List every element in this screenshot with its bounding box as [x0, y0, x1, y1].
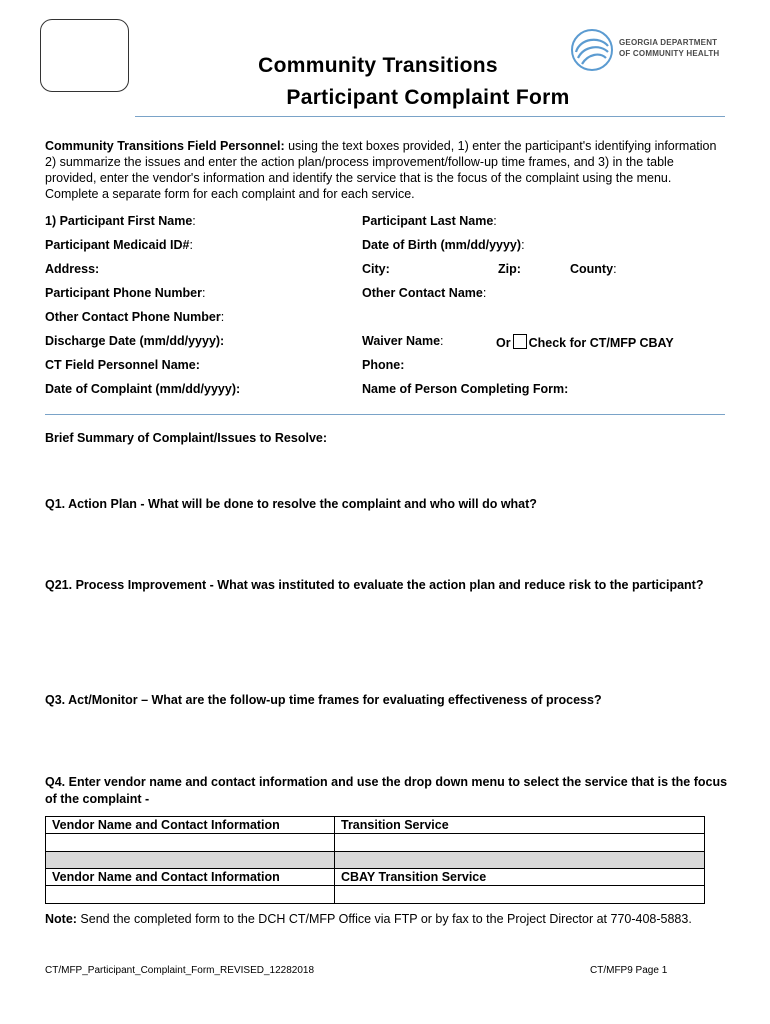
- table-row: [46, 852, 705, 869]
- field-medicaid-id[interactable]: Participant Medicaid ID#:: [45, 238, 193, 252]
- note-paragraph: [45, 910, 725, 928]
- field-complaint-date[interactable]: [45, 382, 240, 396]
- field-other-phone[interactable]: Other Contact Phone Number:: [45, 310, 225, 324]
- vendor-table: [45, 816, 705, 904]
- form-title-line1: Community Transitions: [258, 54, 498, 77]
- service-select-cell[interactable]: [335, 834, 705, 852]
- vendor-header-cell-2: Vendor Name and Contact Information: [46, 869, 335, 886]
- field-county[interactable]: County:: [570, 262, 617, 276]
- q3-act-monitor: Q3. Act/Monitor – What are the follow-up time frames for evaluating effectiveness of process?: [45, 693, 602, 707]
- field-waiver-name[interactable]: Waiver Name:: [362, 334, 444, 348]
- field-last-name[interactable]: Participant Last Name:: [362, 214, 497, 228]
- field-address-label: Address:: [45, 262, 100, 276]
- field-person-completing[interactable]: [362, 382, 568, 396]
- note-lead: Note:: [45, 912, 77, 926]
- instructions-paragraph: [45, 138, 725, 202]
- table-row: [46, 869, 705, 886]
- q1-action-plan: Q1. Action Plan - What will be done to resolve the complaint and who will do what?: [45, 497, 537, 511]
- field-dob-label: Date of Birth (mm/dd/yyyy): [362, 238, 522, 252]
- q4-vendor-info: Q4. Enter vendor name and contact information and use the drop down menu to select the service that is the focus of the complaint -: [45, 775, 728, 806]
- field-ct-personnel[interactable]: [45, 358, 200, 372]
- field-city[interactable]: [362, 262, 390, 276]
- cbay-service-select-cell[interactable]: [335, 886, 705, 904]
- instructions-body: using the text boxes provided, 1) enter the participant's identifying information 2) summarize the issues and enter the action plan/process improvement/follow-up time frames, and 3) in the table provided, enter the vendor's information and identify the service that is the focus of the complaint using the menu. Complete a separate form for each complaint and for each service.: [45, 139, 717, 201]
- footer-page-number: CT/MFP9 Page 1: [590, 965, 668, 976]
- field-waiver-name-label: Waiver Name: [362, 334, 441, 348]
- summary-question: Brief Summary of Complaint/Issues to Resolve:: [45, 431, 328, 445]
- form-title-line2: Participant Complaint Form: [286, 86, 570, 109]
- service-header-cell: Transition Service: [335, 817, 705, 834]
- field-complaint-date-label: Date of Complaint (mm/dd/yyyy):: [45, 382, 241, 396]
- cbay-check-group: [496, 334, 674, 350]
- q2-process-improvement: Q21. Process Improvement - What was instituted to evaluate the action plan and reduce risk to the participant?: [45, 578, 704, 592]
- field-first-name[interactable]: 1) Participant First Name:: [45, 214, 196, 228]
- field-medicaid-id-label: Participant Medicaid ID#: [45, 238, 190, 252]
- field-last-name-label: Participant Last Name: [362, 214, 494, 228]
- field-discharge-date-label: Discharge Date (mm/dd/yyyy):: [45, 334, 225, 348]
- field-first-name-label: 1) Participant First Name: [45, 214, 193, 228]
- cbay-check-label: Check for CT/MFP CBAY: [528, 336, 674, 350]
- cbay-service-header-cell: CBAY Transition Service: [335, 869, 705, 886]
- field-zip-label: Zip:: [498, 262, 521, 276]
- spacer-cell: [335, 852, 705, 869]
- field-ct-phone[interactable]: [362, 358, 404, 372]
- field-zip[interactable]: [498, 262, 521, 276]
- gdch-logo-icon: [570, 28, 616, 72]
- field-discharge-date[interactable]: [45, 334, 224, 348]
- field-address[interactable]: [45, 262, 99, 276]
- vendor-input-cell[interactable]: [46, 834, 335, 852]
- vendor-input-cell-2[interactable]: [46, 886, 335, 904]
- field-dob[interactable]: Date of Birth (mm/dd/yyyy):: [362, 238, 525, 252]
- agency-name-line1: GEORGIA DEPARTMENT: [619, 38, 718, 47]
- field-county-label: County: [570, 262, 614, 276]
- field-other-phone-label: Other Contact Phone Number: [45, 310, 221, 324]
- field-ct-phone-label: Phone:: [362, 358, 405, 372]
- footer-filename: CT/MFP_Participant_Complaint_Form_REVISED_12282018: [45, 965, 315, 976]
- or-label: Or: [496, 336, 511, 350]
- field-other-contact[interactable]: Other Contact Name:: [362, 286, 487, 300]
- table-row: [46, 886, 705, 904]
- cbay-checkbox[interactable]: [513, 334, 527, 349]
- header-divider: [135, 116, 725, 117]
- spacer-cell: [46, 852, 335, 869]
- fields-divider: [45, 414, 725, 415]
- agency-name-line2: OF COMMUNITY HEALTH: [619, 49, 720, 58]
- instructions-lead: Community Transitions Field Personnel:: [45, 139, 285, 153]
- field-person-completing-label: Name of Person Completing Form:: [362, 382, 569, 396]
- field-other-contact-label: Other Contact Name: [362, 286, 483, 300]
- table-row: [46, 817, 705, 834]
- table-row: [46, 834, 705, 852]
- note-body: Send the completed form to the DCH CT/MFP Office via FTP or by fax to the Project Director at 770-408-5883.: [76, 912, 692, 926]
- field-phone-label: Participant Phone Number: [45, 286, 202, 300]
- vendor-header-cell: Vendor Name and Contact Information: [46, 817, 335, 834]
- field-ct-personnel-label: CT Field Personnel Name:: [45, 358, 200, 372]
- field-phone[interactable]: Participant Phone Number:: [45, 286, 206, 300]
- field-city-label: City:: [362, 262, 390, 276]
